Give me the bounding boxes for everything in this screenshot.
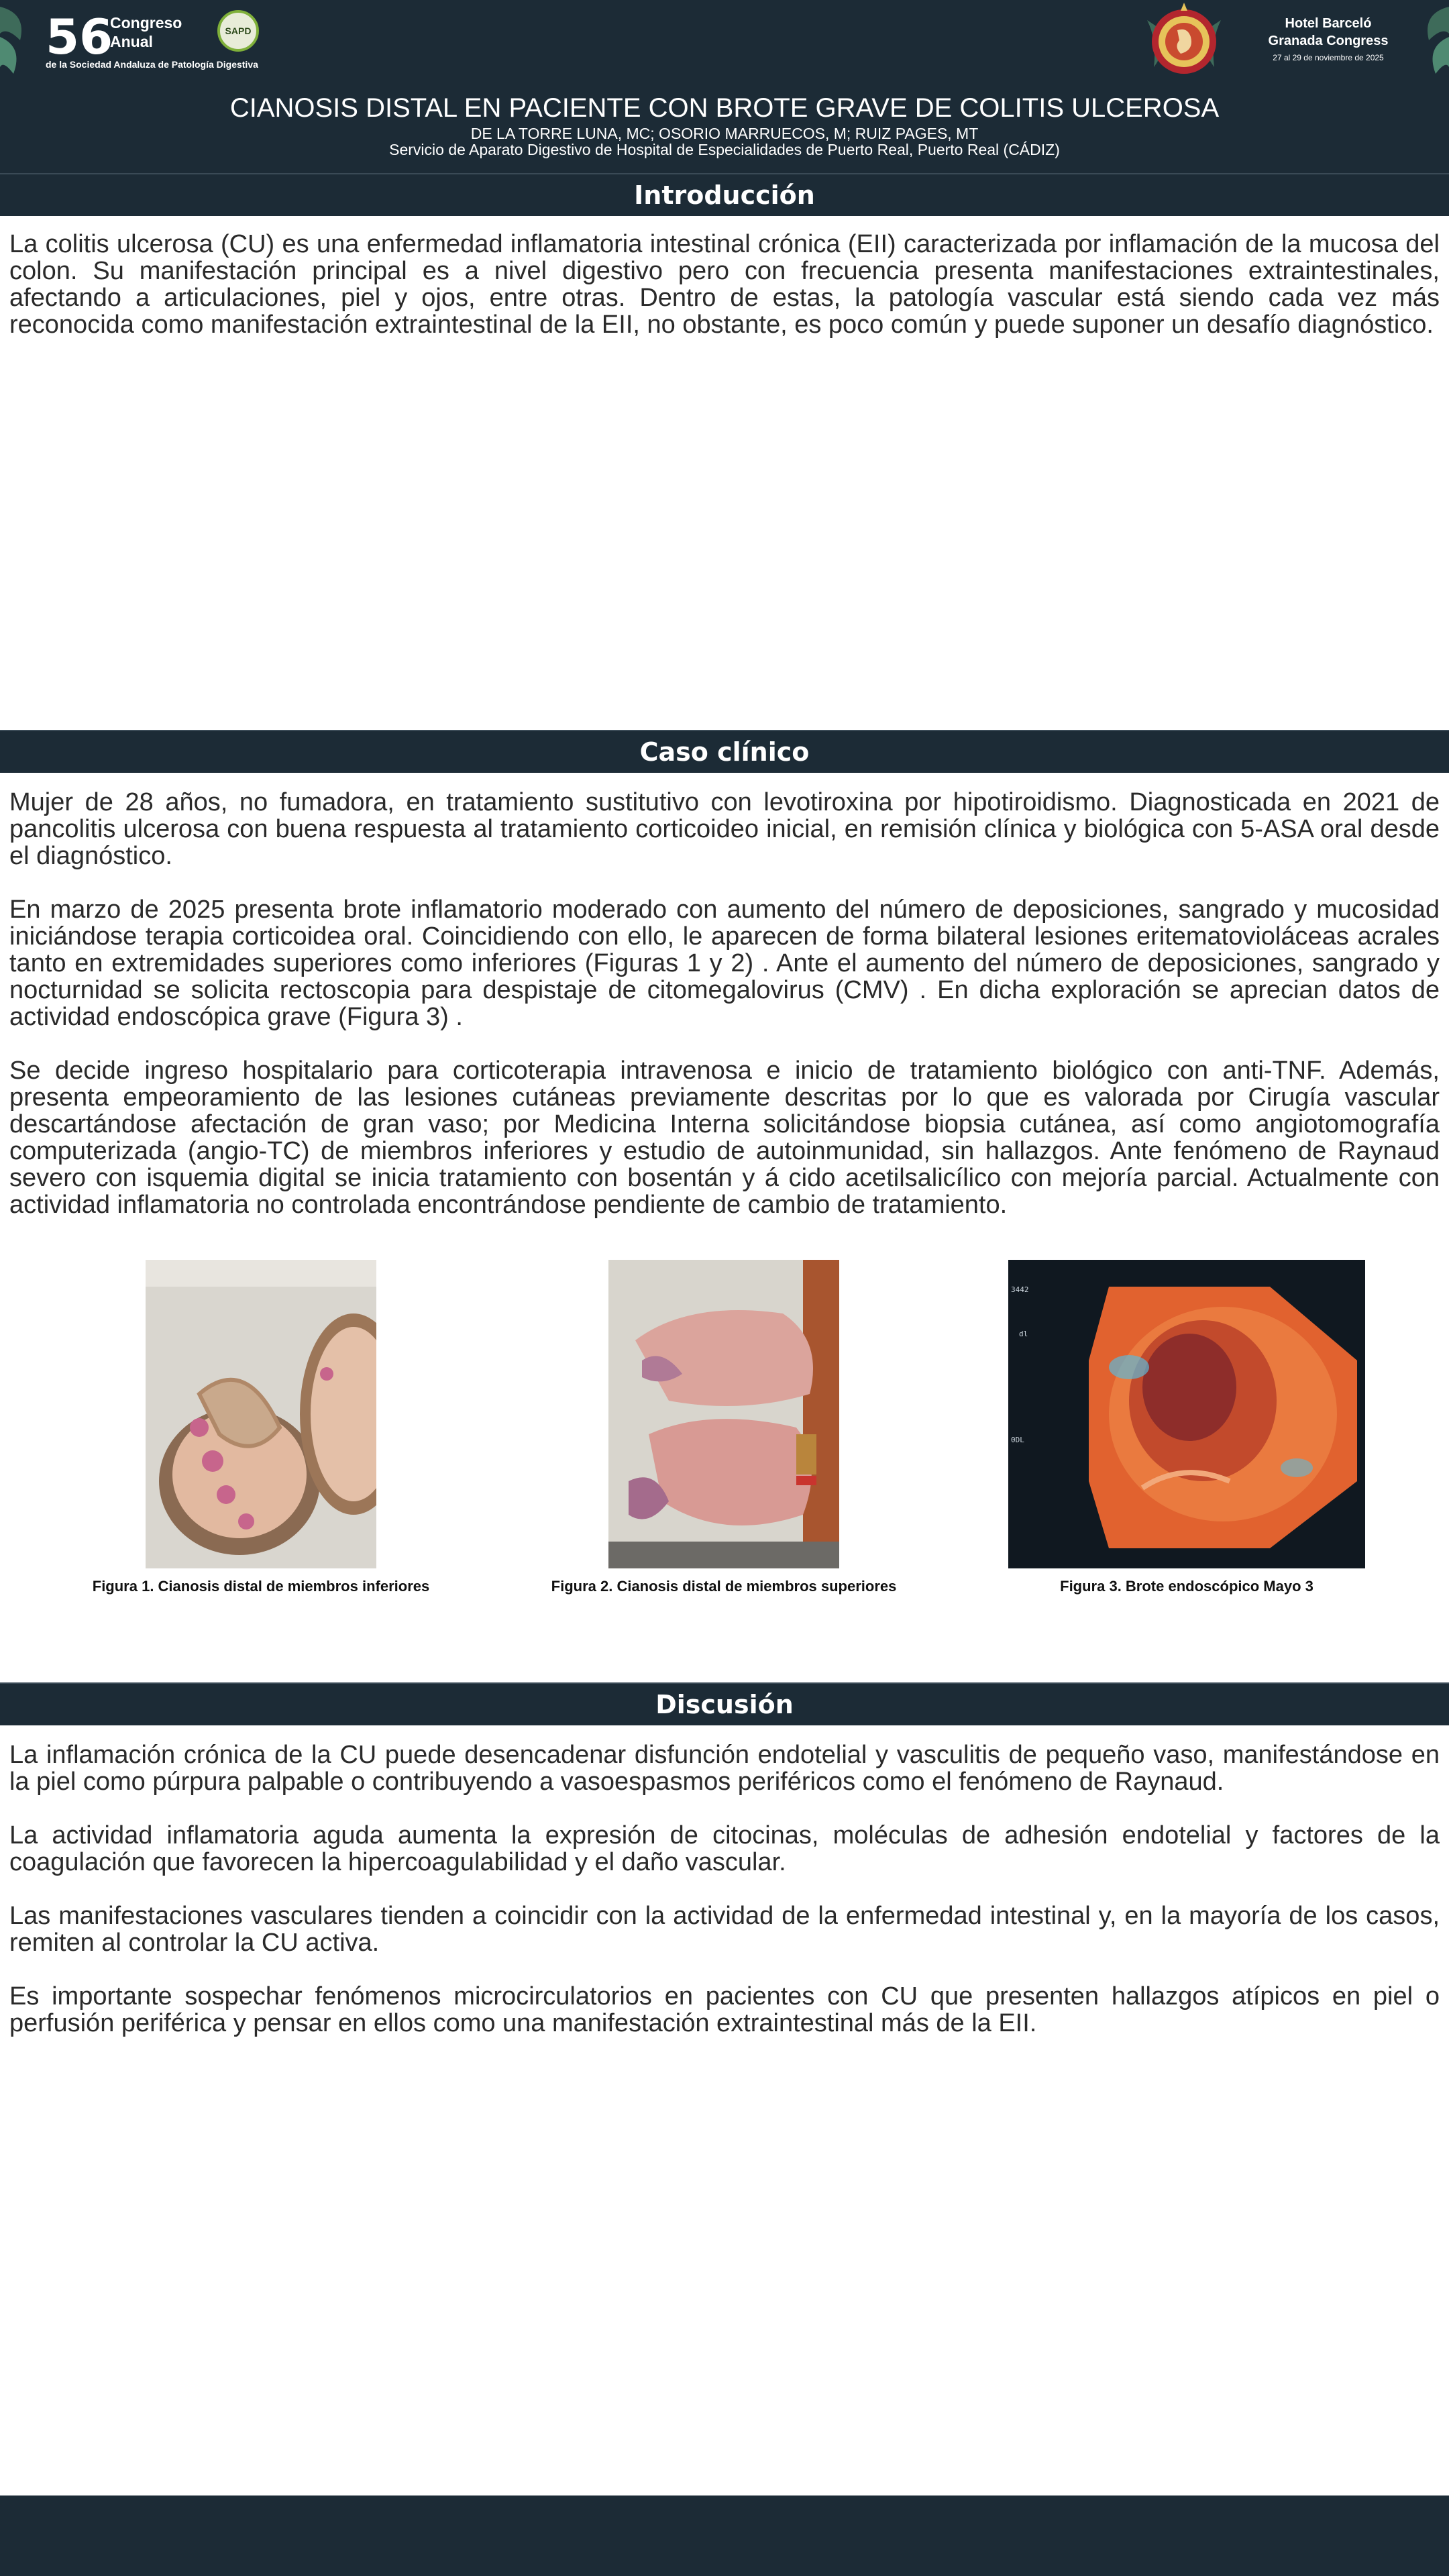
poster-footer: [0, 2496, 1449, 2576]
congress-line-2: Anual: [110, 33, 153, 50]
affiliation: Servicio de Aparato Digestivo de Hospital de Especialidades de Puerto Real, Puerto Real (CÁDIZ): [389, 141, 1060, 158]
society-name: de la Sociedad Andaluza de Patología Digestiva: [46, 59, 258, 70]
section-title: Caso clínico: [639, 737, 810, 767]
section-header-discusion: [0, 1682, 1449, 1725]
congress-line-1: Congreso: [110, 14, 182, 32]
feet-photo: [146, 1260, 376, 1568]
sapd-logo-text: SAPD: [225, 25, 252, 36]
venue-congress: Granada Congress: [1268, 34, 1389, 48]
authors: DE LA TORRE LUNA, MC; OSORIO MARRUECOS, M; RUIZ PAGES, MT: [470, 125, 979, 142]
discussion-text: [9, 1741, 1440, 2063]
discussion-paragraph: Las manifestaciones vasculares tienden a coincidir con la actividad de la enfermedad intestinal y, en la mayoría de los casos, remiten al controlar la CU activa.: [9, 1902, 1440, 1957]
congress-number: 56: [46, 9, 113, 65]
venue-hotel: Hotel Barceló: [1285, 16, 1372, 31]
sapd-logo-icon: [217, 10, 259, 52]
figure-2-caption: Figura 2. Cianosis distal de miembros superiores: [551, 1578, 897, 1595]
leaf-decoration-icon: [0, 0, 40, 80]
discussion-paragraph: La actividad inflamatoria aguda aumenta la expresión de citocinas, moléculas de adhesión endotelial y factores de la coagulación que favorecen la hipercoagulabilidad y el daño vascular.: [9, 1821, 1440, 1876]
discussion-paragraph: Es importante sospechar fenómenos microcirculatorios en pacientes con CU que presenten hallazgos atípicos en piel o perfusión periférica y pensar en ellos como una manifestación extraintestinal más de la EII.: [9, 1982, 1440, 2037]
section-header-caso-clinico: [0, 730, 1449, 773]
leaf-decoration-icon: [1409, 0, 1449, 80]
figure-1-caption: Figura 1. Cianosis distal de miembros inferiores: [92, 1578, 430, 1595]
case-paragraph: Mujer de 28 años, no fumadora, en tratamiento sustitutivo con levotiroxina por hipotiroidismo. Diagnosticada en 2021 de pancolitis ulcerosa con buena respuesta al tratamiento corticoideo inicial, en remisión clínica y biológica con 5-ASA oral desde el diagnóstico.: [9, 788, 1440, 870]
endoscopy-image: [1008, 1260, 1365, 1568]
case-paragraph: En marzo de 2025 presenta brote inflamatorio moderado con aumento del número de deposiciones, sangrado y mucosidad iniciándose terapia corticoidea oral. Coincidiendo con ello, le aparecen de forma bilateral lesiones eritematovioláceas acrales tanto en extremidades superiores como inferiores (Figuras 1 y 2) . Ante el aumento del número de deposiciones, sangrado y nocturnidad se solicita rectoscopia para despistaje de citomegalovirus (CMV) . En dicha exploración se aprecian datos de actividad endoscópica grave (Figura 3) .: [9, 896, 1440, 1031]
venue-info: [1241, 15, 1415, 66]
endoscopy-overlay-3: 0DL: [1011, 1436, 1024, 1444]
figure-3: [1008, 1260, 1365, 1572]
case-text: [9, 789, 1440, 1245]
section-header-introduccion: [0, 173, 1449, 216]
intro-text: [9, 231, 1440, 365]
figure-3-caption: Figura 3. Brote endoscópico Mayo 3: [1060, 1578, 1313, 1595]
figure-1: [146, 1260, 376, 1572]
poster-header: [0, 0, 1449, 173]
discussion-paragraph: La inflamación crónica de la CU puede desencadenar disfunción endotelial y vasculitis de pequeño vaso, manifestándose en la piel como púrpura palpable o contribuyendo a vasoespasmos periféricos como el fenómeno de Raynaud.: [9, 1741, 1440, 1796]
congress-label: [110, 13, 191, 51]
case-paragraph: Se decide ingreso hospitalario para corticoterapia intravenosa e inicio de tratamiento biológico con anti-TNF. Además, presenta empeoramiento de las lesiones cutáneas previamente descritas por lo que es valorada por Cirugía vascular descartándose afectación de gran vaso; por Medicina Interna solicitándose biopsia cutánea, así como angiotomografía computerizada (angio-TC) de miembros inferiores y estudio de autoinmunidad, sin hallazgos. Ante fenómeno de Raynaud severo con isquemia digital se inicia tratamiento con bosentán y á cido acetilsalicílico con mejoría parcial. Actualmente con actividad inflamatoria no controlada encontrándose pendiente de cambio de tratamiento.: [9, 1057, 1440, 1219]
section-title: Discusión: [655, 1690, 794, 1719]
hands-photo: [608, 1260, 839, 1568]
poster-title: CIANOSIS DISTAL EN PACIENTE CON BROTE GRAVE DE COLITIS ULCEROSA: [229, 93, 1220, 123]
intro-paragraph: La colitis ulcerosa (CU) es una enfermedad inflamatoria intestinal crónica (EII) caracterizada por inflamación de la mucosa del colon. Su manifestación principal es a nivel digestivo pero con frecuencia presenta manifestaciones extraintestinales, afectando a articulaciones, piel y ojos, entre otras. Dentro de estas, la patología vascular está siendo cada vez más reconocida como manifestación extraintestinal de la EII, no obstante, es poco común y puede suponer un desafío diagnóstico.: [9, 230, 1440, 339]
congress-logo: [46, 7, 287, 74]
endoscopy-overlay-1: 3442: [1011, 1285, 1029, 1294]
endoscopy-overlay-2: dl: [1019, 1330, 1028, 1338]
figure-2: [608, 1260, 839, 1572]
granada-emblem-icon: [1140, 0, 1228, 84]
venue-dates: 27 al 29 de noviembre de 2025: [1273, 53, 1384, 62]
section-title: Introducción: [634, 180, 815, 210]
